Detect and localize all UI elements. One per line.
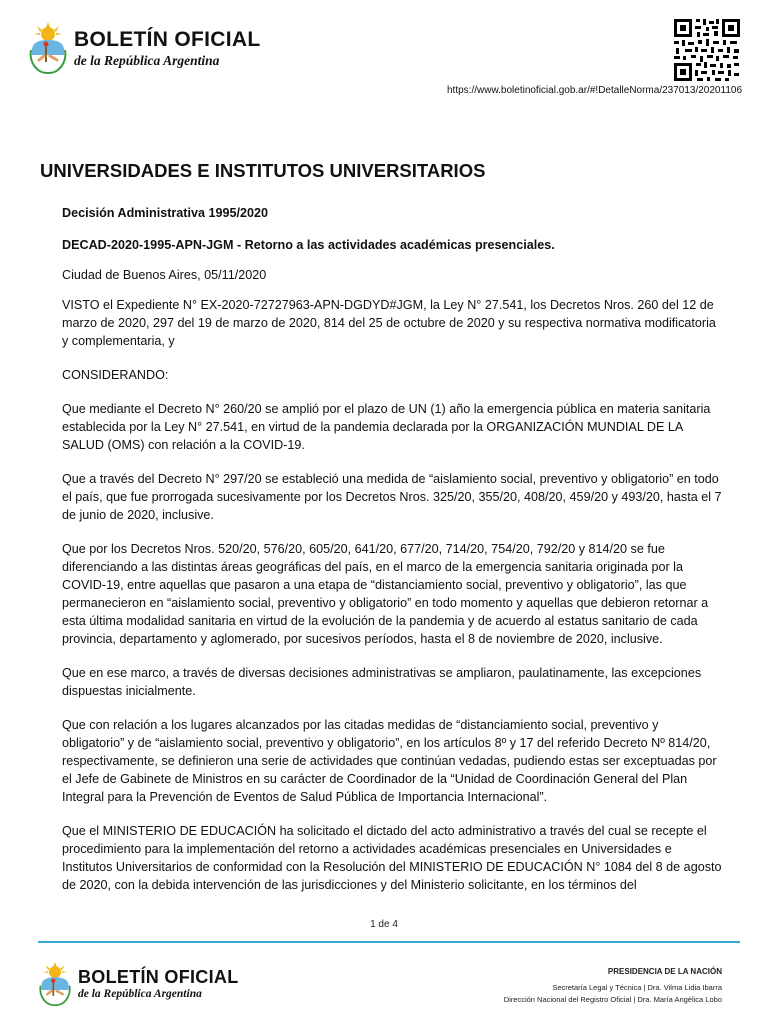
document-url[interactable]: https://www.boletinoficial.gob.ar/#!DetalleNorma/237013/20201106 <box>447 85 742 96</box>
footer-credits <box>504 966 722 1006</box>
boletin-oficial-logo <box>28 22 261 74</box>
paragraph: Que por los Decretos Nros. 520/20, 576/20, 605/20, 641/20, 677/20, 714/20, 754/20, 792/20 y 814/20 se fue diferenciando a las distintas áreas geográficas del país, en el marco de la emergencia sanitaria originada por la COVID-19, entre aquellas que pasaron a una etapa de “distanciamiento social, preventivo y obligatorio”, las que permanecieron en “aislamiento social, preventivo y obligatorio” en todo momento y aquellas que debieron retornar a esta última modalidad sanitaria en virtud de la evolución de la pandemia y de acuerdo al estatus sanitario de cada provincia, departamento y aglomerado, por sucesivos períodos, hasta el 8 de noviembre de 2020, inclusive. <box>62 542 709 646</box>
section-title: UNIVERSIDADES E INSTITUTOS UNIVERSITARIOS <box>40 160 486 181</box>
document-body <box>62 204 722 910</box>
footer-credit-line: Secretaría Legal y Técnica | Dra. Vilma Lidia Ibarra <box>552 983 722 992</box>
decision-title: Decisión Administrativa 1995/2020 <box>62 206 269 220</box>
boletin-oficial-footer-logo <box>38 961 239 1007</box>
footer-divider <box>38 941 740 943</box>
paragraph-visto: VISTO el Expediente N° EX-2020-72727963-APN-DGDYD#JGM, la Ley N° 27.541, los Decretos Nros. 260 del 12 de marzo de 2020, 297 del 19 de marzo de 2020, 814 del 25 de octubre de 2020 y su respectiva normativa modificatoria y complementaria, y <box>62 298 716 348</box>
argentina-coat-of-arms-icon <box>28 22 68 74</box>
logo-title: BOLETÍN OFICIAL <box>74 27 261 51</box>
logo-subtitle: de la República Argentina <box>74 52 220 68</box>
qr-code-icon[interactable] <box>673 18 741 82</box>
footer-credit-line: Dirección Nacional del Registro Oficial | Dra. María Angélica Lobo <box>503 995 722 1004</box>
decad-title: DECAD-2020-1995-APN-JGM - Retorno a las actividades académicas presenciales. <box>62 238 555 252</box>
city-date: Ciudad de Buenos Aires, 05/11/2020 <box>62 268 267 282</box>
presidency-label: PRESIDENCIA DE LA NACIÓN <box>607 967 722 976</box>
paragraph: Que a través del Decreto N° 297/20 se estableció una medida de “aislamiento social, preventivo y obligatorio” en todo el país, que fue prorrogada sucesivamente por los Decretos Nros. 325/20, 355/20, 408/20, 459/20 y 493/20, hasta el 7 de junio de 2020, inclusive. <box>62 472 722 522</box>
paragraph: Que mediante el Decreto N° 260/20 se amplió por el plazo de UN (1) año la emergencia pública en materia sanitaria establecida por la Ley N° 27.541, en virtud de la pandemia declarada por la ORGANIZACIÓN MUNDIAL DE LA SALUD (OMS) con relación a la COVID-19. <box>62 402 711 452</box>
paragraph: Que el MINISTERIO DE EDUCACIÓN ha solicitado el dictado del acto administrativo a través del cual se recepte el procedimiento para la implementación del retorno a actividades académicas presenciales en Universidades e Institutos Universitarios de conformidad con la Resolución del MINISTERIO DE EDUCACIÓN N° 1084 del 8 de agosto de 2020, con la debida intervención de las jurisdicciones y del Ministerio solicitante, en los términos del <box>62 824 722 892</box>
footer-logo-subtitle: de la República Argentina <box>78 987 202 1000</box>
paragraph-considerando: CONSIDERANDO: <box>62 368 169 382</box>
footer-logo-title: BOLETÍN OFICIAL <box>78 966 239 987</box>
paragraph: Que con relación a los lugares alcanzados por las citadas medidas de “distanciamiento social, preventivo y obligatorio” y de “aislamiento social, preventivo y obligatorio”, en los artículos 8º y 17 del referido Decreto Nº 814/20, respectivamente, se definieron una serie de actividades que continúan vedadas, pudiendo estas ser exceptuadas por el Jefe de Gabinete de Ministros en su carácter de Coordinador de la “Unidad de Coordinación General del Plan Integral para la Prevención de Eventos de Salud Pública de Importancia Internacional”. <box>62 718 717 804</box>
paragraph: Que en ese marco, a través de diversas decisiones administrativas se ampliaron, paulatinamente, las excepciones dispuestas inicialmente. <box>62 666 702 698</box>
page-number: 1 de 4 <box>370 919 398 930</box>
argentina-coat-of-arms-icon <box>38 961 72 1007</box>
